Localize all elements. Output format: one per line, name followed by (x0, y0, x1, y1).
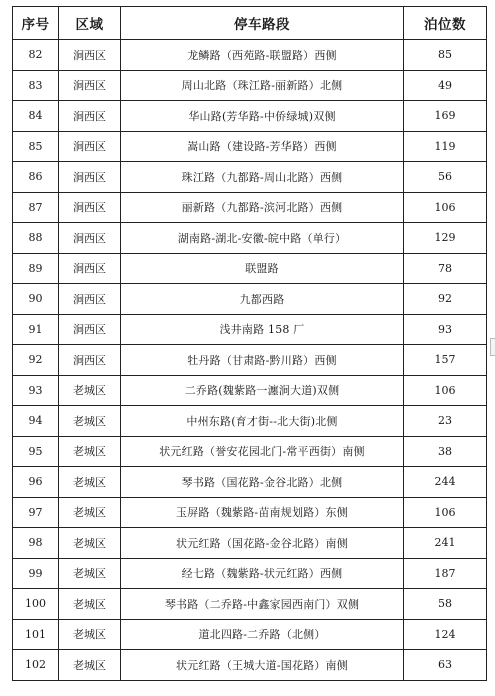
cell-no: 100 (13, 589, 59, 620)
cell-no: 96 (13, 467, 59, 498)
table-row (13, 70, 487, 101)
parking-spaces-table (12, 6, 487, 681)
table-row (13, 284, 487, 315)
cell-spaces: 49 (404, 70, 487, 101)
cell-no: 98 (13, 528, 59, 559)
cell-no: 84 (13, 101, 59, 132)
cell-district: 涧西区 (59, 345, 121, 376)
header-route: 停车路段 (121, 7, 404, 40)
cell-route: 中州东路(育才街--北大街)北侧 (121, 406, 404, 437)
parking-table-container (12, 6, 486, 681)
cell-spaces: 244 (404, 467, 487, 498)
cell-district: 老城区 (59, 650, 121, 681)
table-row (13, 650, 487, 681)
cell-no: 91 (13, 314, 59, 345)
cell-district: 涧西区 (59, 162, 121, 193)
table-row (13, 101, 487, 132)
cell-district: 老城区 (59, 589, 121, 620)
cell-no: 86 (13, 162, 59, 193)
cell-route: 周山北路（珠江路-丽新路）北侧 (121, 70, 404, 101)
cell-route: 琴书路（二乔路-中鑫家园西南门）双侧 (121, 589, 404, 620)
cell-district: 老城区 (59, 375, 121, 406)
cell-route: 状元红路（王城大道-国花路）南侧 (121, 650, 404, 681)
cell-no: 95 (13, 436, 59, 467)
cell-spaces: 157 (404, 345, 487, 376)
cell-district: 涧西区 (59, 253, 121, 284)
table-row (13, 589, 487, 620)
table-row (13, 619, 487, 650)
cell-no: 90 (13, 284, 59, 315)
cell-route: 丽新路（九都路-滨河北路）西侧 (121, 192, 404, 223)
table-row (13, 223, 487, 254)
cell-spaces: 92 (404, 284, 487, 315)
table-row (13, 162, 487, 193)
cell-district: 老城区 (59, 619, 121, 650)
cell-district: 涧西区 (59, 131, 121, 162)
cell-district: 老城区 (59, 558, 121, 589)
cell-route: 状元红路（国花路-金谷北路）南侧 (121, 528, 404, 559)
cell-spaces: 129 (404, 223, 487, 254)
cell-district: 老城区 (59, 436, 121, 467)
cell-no: 101 (13, 619, 59, 650)
cell-spaces: 38 (404, 436, 487, 467)
cell-no: 82 (13, 40, 59, 71)
cell-district: 涧西区 (59, 101, 121, 132)
cell-route: 玉屏路（魏紫路-苗南规划路）东侧 (121, 497, 404, 528)
header-district: 区域 (59, 7, 121, 40)
cell-no: 102 (13, 650, 59, 681)
cell-district: 涧西区 (59, 192, 121, 223)
cell-no: 87 (13, 192, 59, 223)
cell-spaces: 187 (404, 558, 487, 589)
table-row (13, 40, 487, 71)
table-row (13, 192, 487, 223)
cell-route: 华山路(芳华路-中侨绿城)双侧 (121, 101, 404, 132)
cell-spaces: 119 (404, 131, 487, 162)
table-row (13, 314, 487, 345)
table-row (13, 467, 487, 498)
cell-route: 浅井南路 158 厂 (121, 314, 404, 345)
cell-route: 九都西路 (121, 284, 404, 315)
cell-district: 涧西区 (59, 70, 121, 101)
cell-no: 94 (13, 406, 59, 437)
cell-route: 联盟路 (121, 253, 404, 284)
cell-no: 93 (13, 375, 59, 406)
cell-route: 嵩山路（建设路-芳华路）西侧 (121, 131, 404, 162)
cell-no: 97 (13, 497, 59, 528)
cell-district: 涧西区 (59, 314, 121, 345)
table-row (13, 375, 487, 406)
cell-route: 龙鳞路（西苑路-联盟路）西侧 (121, 40, 404, 71)
table-row (13, 436, 487, 467)
cell-district: 老城区 (59, 497, 121, 528)
cell-route: 琴书路（国花路-金谷北路）北侧 (121, 467, 404, 498)
table-row (13, 497, 487, 528)
table-row (13, 253, 487, 284)
cell-no: 89 (13, 253, 59, 284)
table-row (13, 528, 487, 559)
cell-district: 老城区 (59, 467, 121, 498)
header-row (13, 7, 487, 40)
cell-spaces: 241 (404, 528, 487, 559)
cell-spaces: 63 (404, 650, 487, 681)
cell-district: 涧西区 (59, 284, 121, 315)
cell-spaces: 106 (404, 192, 487, 223)
cell-spaces: 169 (404, 101, 487, 132)
header-no: 序号 (13, 7, 59, 40)
cell-district: 涧西区 (59, 223, 121, 254)
table-body (13, 40, 487, 681)
cell-spaces: 93 (404, 314, 487, 345)
cell-no: 99 (13, 558, 59, 589)
cell-spaces: 106 (404, 375, 487, 406)
cell-spaces: 56 (404, 162, 487, 193)
table-row (13, 406, 487, 437)
cell-route: 经七路（魏紫路-状元红路）西侧 (121, 558, 404, 589)
cell-district: 老城区 (59, 406, 121, 437)
cell-district: 老城区 (59, 528, 121, 559)
table-header (13, 7, 487, 40)
cell-spaces: 23 (404, 406, 487, 437)
cell-route: 状元红路（誉安花园北门-常平西街）南侧 (121, 436, 404, 467)
cell-no: 83 (13, 70, 59, 101)
cell-route: 湖南路-湖北-安徽-皖中路（单行） (121, 223, 404, 254)
cell-route: 珠江路（九都路-周山北路）西侧 (121, 162, 404, 193)
cell-route: 二乔路(魏紫路一瀍涧大道)双侧 (121, 375, 404, 406)
cell-spaces: 106 (404, 497, 487, 528)
cell-spaces: 85 (404, 40, 487, 71)
cell-route: 道北四路-二乔路（北侧） (121, 619, 404, 650)
cell-no: 85 (13, 131, 59, 162)
table-row (13, 558, 487, 589)
cell-spaces: 58 (404, 589, 487, 620)
page-edge-marker (490, 338, 495, 356)
cell-no: 88 (13, 223, 59, 254)
table-row (13, 345, 487, 376)
cell-district: 涧西区 (59, 40, 121, 71)
table-row (13, 131, 487, 162)
cell-spaces: 124 (404, 619, 487, 650)
cell-route: 牡丹路（甘肃路-黔川路）西侧 (121, 345, 404, 376)
cell-no: 92 (13, 345, 59, 376)
header-spaces: 泊位数 (404, 7, 487, 40)
cell-spaces: 78 (404, 253, 487, 284)
